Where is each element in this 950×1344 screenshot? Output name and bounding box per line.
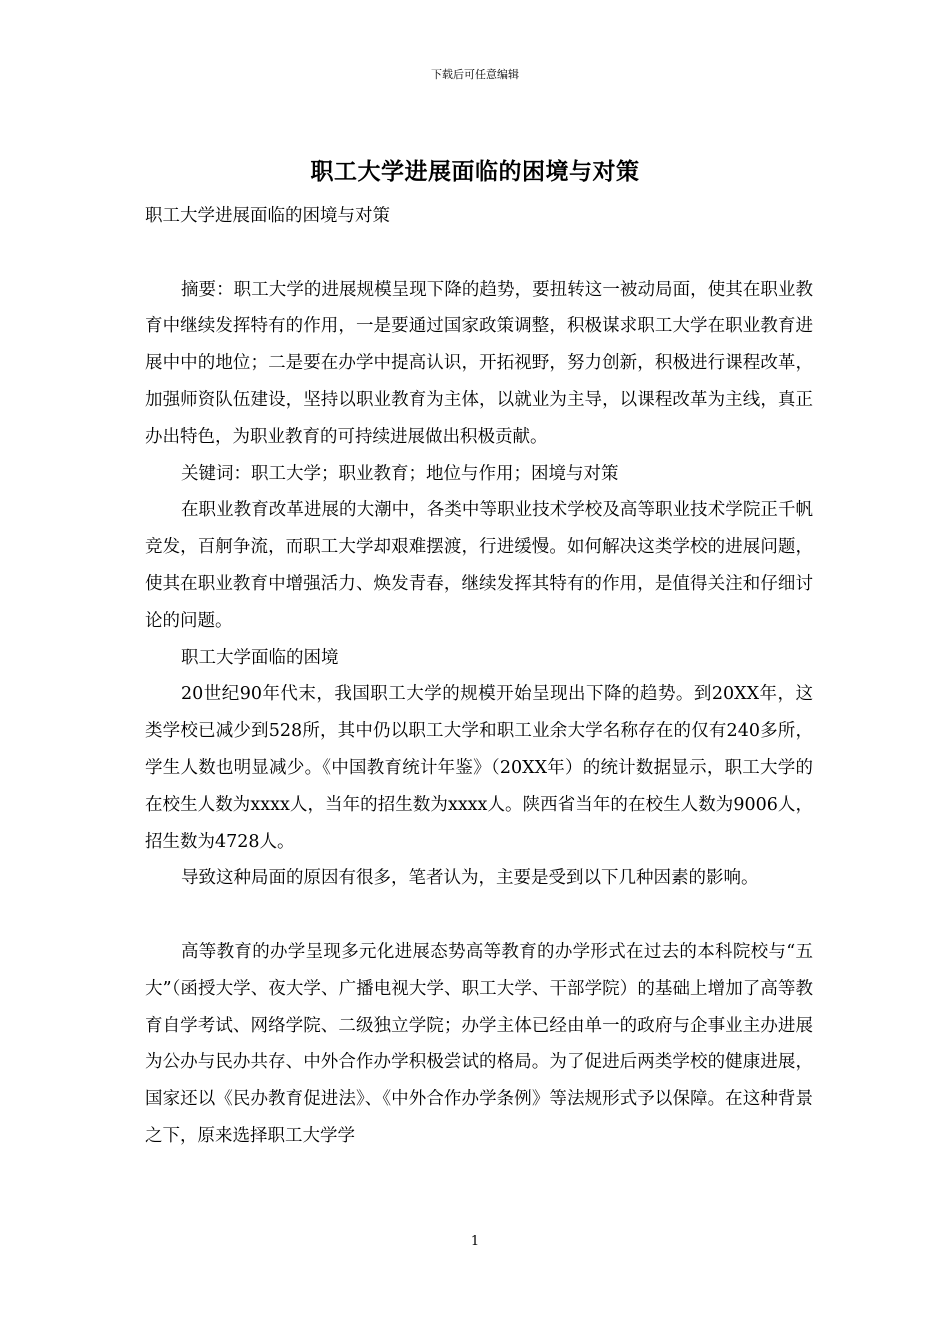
causes-paragraph: 导致这种局面的原因有很多，笔者认为，主要是受到以下几种因素的影响。 [181,868,759,889]
keywords-paragraph: 关键词：职工大学；职业教育；地位与作用；困境与对策 [181,463,619,484]
statistics-paragraph: 20世纪90年代末，我国职工大学的规模开始呈现出下降的趋势。到20XX年，这类学校已减少到528所，其中仍以职工大学和职工业余大学名称存在的仅有240多所，学生人数也明显减少。《中国教育统计年鉴》（20XX年）的统计数据显示，职工大学的在校生人数为xxxx人，当年的招生数为xxxx人。陕西省当年的在校生人数为9006人，招生数为4728人。 [145,684,813,852]
abstract-paragraph: 摘要：职工大学的进展规模呈现下降的趋势，要扭转这一被动局面，使其在职业教育中继续发挥特有的作用，一是要通过国家政策调整，积极谋求职工大学在职业教育进展中中的地位；二是要在办学中提高认识，开拓视野，努力创新，积极进行课程改革，加强师资队伍建设，坚持以职业教育为主体，以就业为主导，以课程改革为主线，真正办出特色，为职业教育的可持续进展做出积极贡献。 [145,279,813,447]
section-heading: 职工大学面临的困境 [181,647,339,668]
document-subtitle: 职工大学进展面临的困境与对策 [145,206,390,226]
document-body [145,198,813,1155]
blank-line [145,235,813,272]
page-number: 1 [470,1234,480,1249]
header-note: 下载后可任意编辑 [431,68,519,81]
document-title: 职工大学进展面临的困境与对策 [310,158,640,185]
intro-paragraph: 在职业教育改革进展的大潮中，各类中等职业技术学校及高等职业技术学院正千帆竞发，百舸争流，而职工大学却艰难摆渡，行进缓慢。如何解决这类学校的进展问题，使其在职业教育中增强活力、焕发青春，继续发挥其特有的作用，是值得关注和仔细讨论的问题。 [145,500,813,631]
diversification-paragraph: 高等教育的办学呈现多元化进展态势高等教育的办学形式在过去的本科院校与“五大”（函授大学、夜大学、广播电视大学、职工大学、干部学院）的基础上增加了高等教育自学考试、网络学院、二级独立学院；办学主体已经由单一的政府与企事业主办进展为公办与民办共存、中外合作办学积极尝试的格局。为了促进后两类学校的健康进展，国家还以《民办教育促进法》、《中外合作办学条例》等法规形式予以保障。在这种背景之下，原来选择职工大学学 [145,941,813,1146]
blank-line [145,897,813,934]
